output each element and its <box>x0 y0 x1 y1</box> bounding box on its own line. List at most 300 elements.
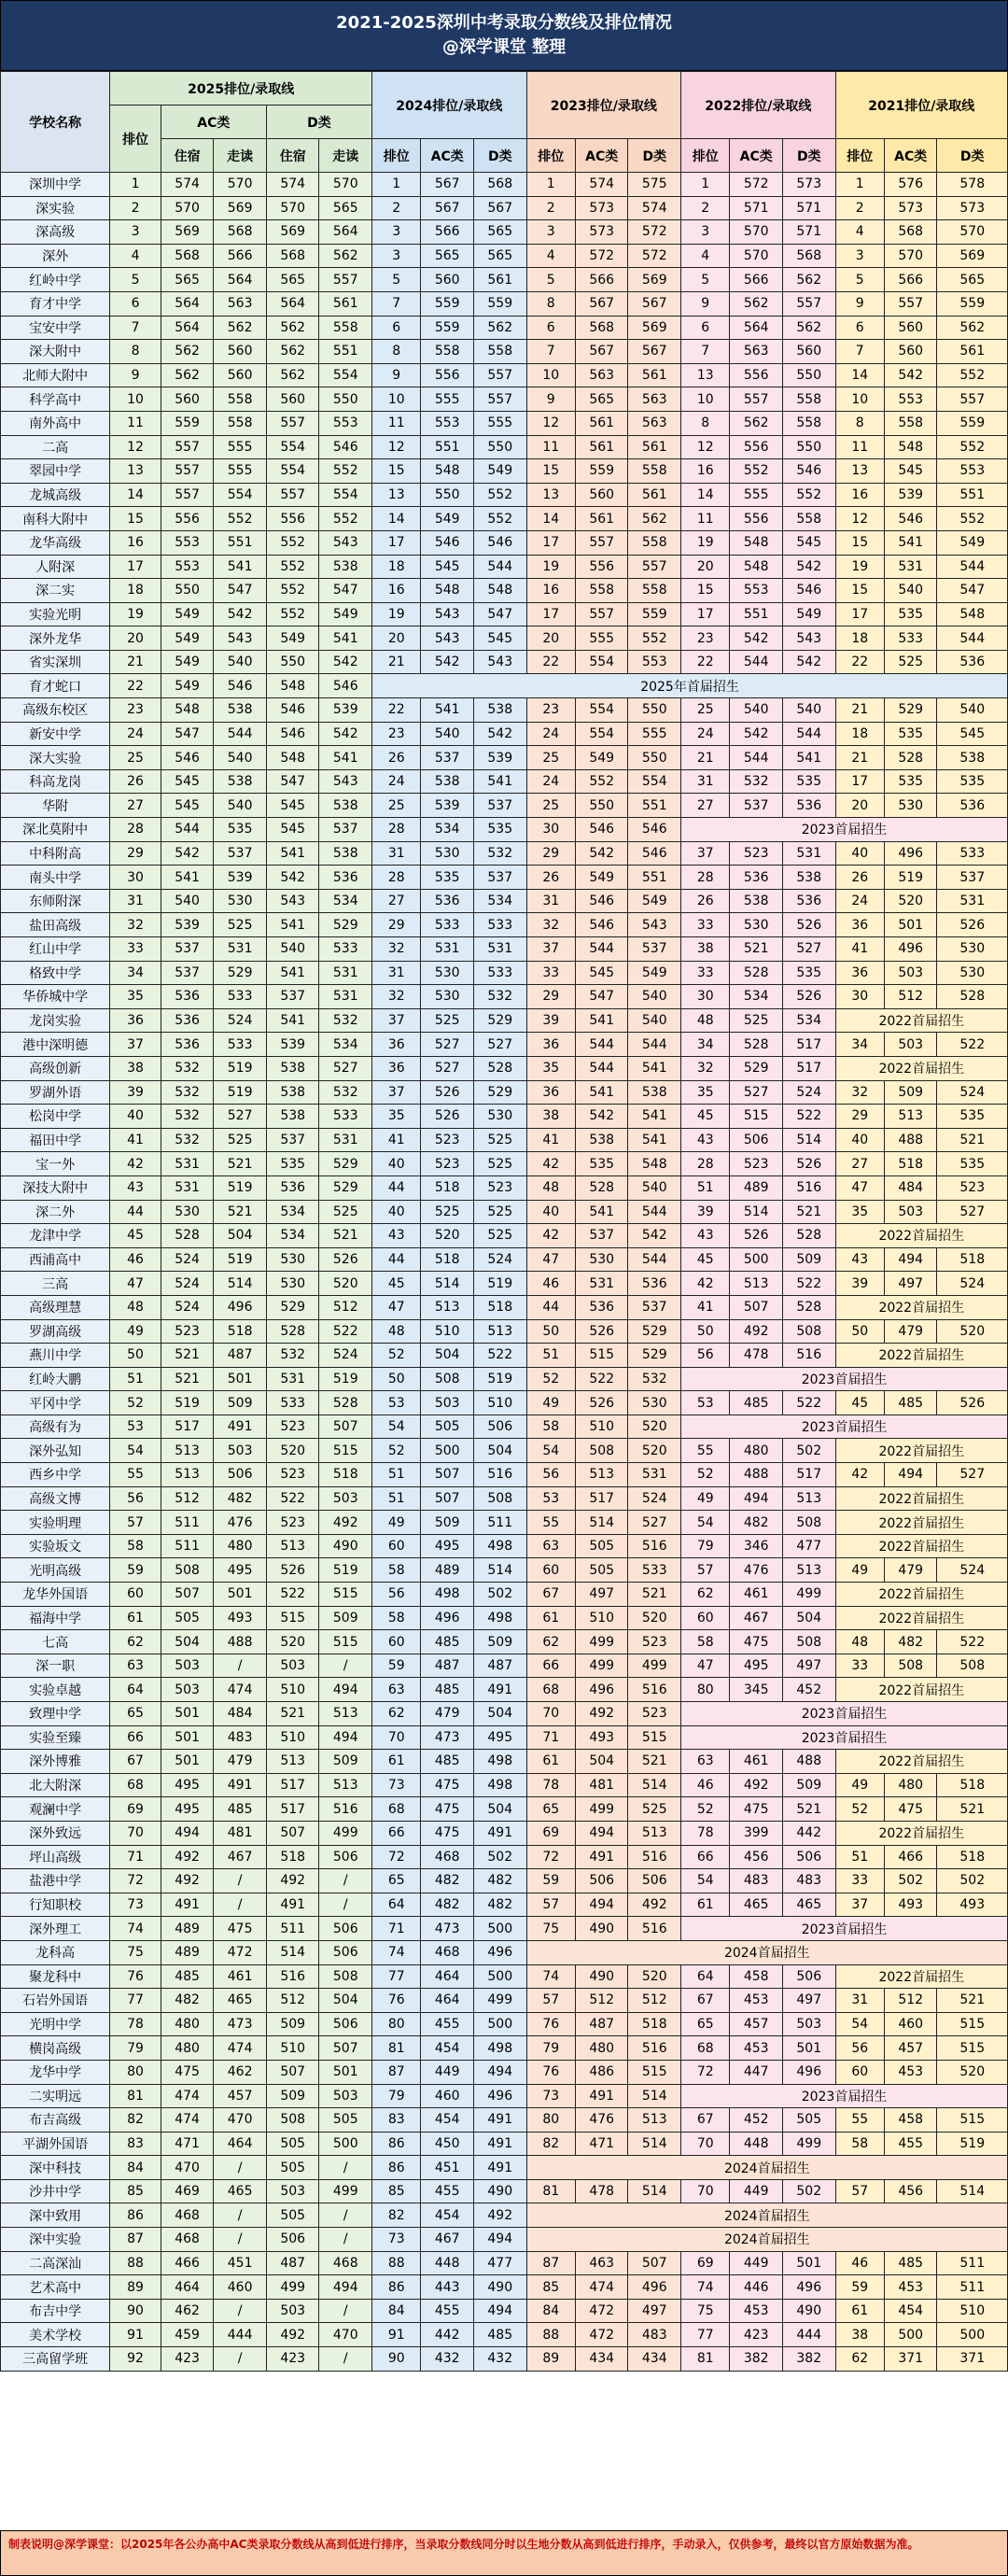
table-cell: 513 <box>628 2108 681 2133</box>
table-cell: 501 <box>782 2036 835 2061</box>
table-cell: 534 <box>421 818 474 842</box>
header-2022-rank: 排位 <box>681 139 730 173</box>
table-cell: 476 <box>575 2108 628 2133</box>
table-row <box>1 2012 1008 2036</box>
table-cell: 468 <box>421 1940 474 1964</box>
table-cell: 523 <box>628 1702 681 1726</box>
table-cell: 568 <box>884 220 937 245</box>
table-cell: 35 <box>681 1080 730 1105</box>
table-cell: 544 <box>937 555 1008 579</box>
table-cell: 530 <box>421 961 474 985</box>
table-cell: 557 <box>473 387 526 412</box>
table-cell: 559 <box>421 316 474 340</box>
table-cell: 557 <box>782 291 835 316</box>
table-cell: 525 <box>473 1152 526 1176</box>
table-cell: 466 <box>161 2251 214 2275</box>
table-cell: 511 <box>266 1917 319 1941</box>
table-row <box>1 1606 1008 1630</box>
table-cell: 563 <box>730 340 783 364</box>
table-cell: 491 <box>473 2108 526 2133</box>
table-cell: 493 <box>884 1893 937 1917</box>
table-cell: 542 <box>214 602 267 626</box>
table-cell: 515 <box>628 1725 681 1750</box>
table-cell: 555 <box>730 483 783 507</box>
table-cell: 542 <box>782 555 835 579</box>
table-cell: 552 <box>628 626 681 651</box>
table-cell: 54 <box>835 2012 884 2036</box>
table-cell: 507 <box>421 1486 474 1511</box>
table-cell: 87 <box>372 2060 421 2084</box>
table-row <box>1 1773 1008 1797</box>
table-cell: 86 <box>110 2203 161 2228</box>
first-enrollment-note: 2022首届招生 <box>835 1821 1007 1845</box>
table-cell: 443 <box>421 2275 474 2300</box>
table-cell: 8 <box>110 340 161 364</box>
table-cell: 474 <box>161 2084 214 2108</box>
table-cell: 71 <box>526 1725 575 1750</box>
table-cell: 482 <box>473 1893 526 1917</box>
table-cell: 509 <box>214 1391 267 1415</box>
table-cell: 559 <box>628 602 681 626</box>
table-cell: 573 <box>937 196 1008 220</box>
table-row <box>1 1534 1008 1558</box>
table-cell: 574 <box>628 196 681 220</box>
school-name: 深外理工 <box>1 1917 110 1941</box>
table-cell: 74 <box>110 1917 161 1941</box>
table-cell: 491 <box>473 2156 526 2180</box>
table-body <box>1 173 1008 2372</box>
table-cell: 43 <box>681 1224 730 1248</box>
table-cell: 506 <box>782 1845 835 1869</box>
table-cell: 550 <box>266 650 319 674</box>
table-cell: 498 <box>473 1606 526 1630</box>
table-cell: 523 <box>730 1152 783 1176</box>
table-cell: 548 <box>421 459 474 484</box>
table-cell: 50 <box>110 1344 161 1368</box>
table-cell: 498 <box>473 1750 526 1774</box>
table-cell: 505 <box>319 2108 372 2133</box>
table-cell: 508 <box>473 1486 526 1511</box>
table-cell: 514 <box>628 2132 681 2156</box>
table-cell: 527 <box>421 1056 474 1080</box>
first-enrollment-note: 2023首届招生 <box>681 1917 1008 1941</box>
table-cell: 549 <box>161 602 214 626</box>
school-name: 龙城高级 <box>1 483 110 507</box>
table-cell: 559 <box>421 291 474 316</box>
first-enrollment-note: 2022首届招生 <box>835 1056 1007 1080</box>
table-cell: 35 <box>110 985 161 1009</box>
school-name: 光明中学 <box>1 2012 110 2036</box>
table-cell: 516 <box>782 1344 835 1368</box>
table-cell: 538 <box>214 698 267 723</box>
table-cell: 552 <box>319 507 372 531</box>
table-cell: 516 <box>628 1678 681 1702</box>
table-row <box>1 316 1008 340</box>
table-cell: 552 <box>473 483 526 507</box>
table-cell: 547 <box>214 579 267 603</box>
table-cell: 68 <box>681 2036 730 2061</box>
table-cell: 574 <box>266 173 319 197</box>
table-cell: 542 <box>473 722 526 746</box>
table-row <box>1 2036 1008 2061</box>
table-cell: 11 <box>110 411 161 435</box>
table-cell: 1 <box>835 173 884 197</box>
table-cell: 504 <box>319 1989 372 2013</box>
school-name: 深一职 <box>1 1654 110 1678</box>
table-cell: 472 <box>575 2323 628 2347</box>
table-cell: 444 <box>214 2323 267 2347</box>
table-cell: 57 <box>835 2179 884 2203</box>
table-cell: 2 <box>681 196 730 220</box>
table-cell: 551 <box>937 483 1008 507</box>
table-cell: 47 <box>526 1247 575 1272</box>
school-name: 深技大附中 <box>1 1175 110 1200</box>
table-cell: 548 <box>266 746 319 770</box>
table-row <box>1 1630 1008 1654</box>
table-cell: 516 <box>628 1845 681 1869</box>
table-cell: 526 <box>266 1558 319 1583</box>
school-name: 布吉高级 <box>1 2108 110 2133</box>
table-cell: 72 <box>681 2060 730 2084</box>
table-cell: 492 <box>161 1845 214 1869</box>
table-cell: 10 <box>372 387 421 412</box>
table-cell: 480 <box>884 1773 937 1797</box>
header-2023-d: D类 <box>628 139 681 173</box>
table-cell: 558 <box>319 316 372 340</box>
footer-note: 制表说明@深学课堂：以2025年各公办高中AC类录取分数线从高到低进行排序，当录取分数线同分时以生地分数从高到低进行排序，手动录入，仅供参考，最终以官方原始数据为准。 <box>0 2530 1008 2576</box>
table-cell: 505 <box>421 1415 474 1439</box>
table-cell: 52 <box>526 1367 575 1391</box>
table-cell: 39 <box>110 1080 161 1105</box>
table-cell: 59 <box>526 1869 575 1893</box>
table-cell: 528 <box>473 1056 526 1080</box>
table-row <box>1 2060 1008 2084</box>
table-cell: 61 <box>526 1750 575 1774</box>
header-2024-rank: 排位 <box>372 139 421 173</box>
table-cell: 519 <box>319 1367 372 1391</box>
table-cell: 535 <box>421 866 474 890</box>
table-cell: 565 <box>266 268 319 292</box>
table-cell: 513 <box>575 1463 628 1487</box>
table-cell: 554 <box>575 722 628 746</box>
table-cell: 538 <box>937 746 1008 770</box>
table-cell: 16 <box>372 579 421 603</box>
table-cell: 525 <box>730 1008 783 1033</box>
table-cell: 558 <box>214 411 267 435</box>
table-cell: 83 <box>110 2132 161 2156</box>
table-cell: 37 <box>372 1080 421 1105</box>
table-cell: 461 <box>730 1583 783 1607</box>
table-cell: 83 <box>372 2108 421 2133</box>
table-cell: 568 <box>782 244 835 268</box>
table-cell: 541 <box>421 698 474 723</box>
table-cell: 544 <box>782 722 835 746</box>
table-cell: 514 <box>628 2084 681 2108</box>
table-cell: 532 <box>161 1128 214 1152</box>
header-2022-ac: AC类 <box>730 139 783 173</box>
table-row <box>1 769 1008 794</box>
table-cell: 540 <box>161 889 214 913</box>
table-cell: 496 <box>575 1678 628 1702</box>
table-cell: 517 <box>782 1056 835 1080</box>
table-cell: 565 <box>473 220 526 245</box>
table-cell: 546 <box>266 722 319 746</box>
table-cell: 553 <box>161 555 214 579</box>
school-name: 深高级 <box>1 220 110 245</box>
table-row <box>1 698 1008 723</box>
table-cell: 60 <box>526 1558 575 1583</box>
table-cell: 75 <box>110 1940 161 1964</box>
table-cell: 4 <box>681 244 730 268</box>
table-cell: 526 <box>730 1224 783 1248</box>
table-cell: 60 <box>372 1630 421 1654</box>
table-cell: 537 <box>266 985 319 1009</box>
table-cell: 15 <box>372 459 421 484</box>
table-cell: 503 <box>214 1439 267 1463</box>
table-cell: 6 <box>372 316 421 340</box>
table-cell: 434 <box>575 2347 628 2372</box>
table-cell: 560 <box>214 340 267 364</box>
table-row <box>1 459 1008 484</box>
table-cell: 371 <box>884 2347 937 2372</box>
table-cell: 535 <box>473 818 526 842</box>
table-cell: 535 <box>937 1105 1008 1129</box>
table-cell: 514 <box>782 1128 835 1152</box>
table-cell: 490 <box>319 1534 372 1558</box>
table-cell: 539 <box>473 746 526 770</box>
table-cell: 488 <box>730 1463 783 1487</box>
table-cell: 513 <box>884 1105 937 1129</box>
table-cell: 532 <box>161 1080 214 1105</box>
school-name: 罗湖外语 <box>1 1080 110 1105</box>
table-row <box>1 2132 1008 2156</box>
table-cell: 483 <box>730 1869 783 1893</box>
table-cell: 547 <box>161 722 214 746</box>
table-cell: 10 <box>835 387 884 412</box>
header-2021-d: D类 <box>937 139 1008 173</box>
table-cell: 532 <box>161 1056 214 1080</box>
table-header <box>1 72 1008 173</box>
table-cell: 511 <box>937 2251 1008 2275</box>
table-cell: 519 <box>473 1367 526 1391</box>
table-cell: 562 <box>266 363 319 387</box>
table-cell: 489 <box>421 1558 474 1583</box>
table-cell: 501 <box>161 1725 214 1750</box>
school-name: 深中致用 <box>1 2203 110 2228</box>
table-cell: 538 <box>730 889 783 913</box>
table-cell: 553 <box>161 530 214 555</box>
table-cell: 12 <box>110 435 161 459</box>
table-cell: 500 <box>421 1439 474 1463</box>
table-cell: 552 <box>937 507 1008 531</box>
table-cell: 502 <box>937 1869 1008 1893</box>
table-cell: 540 <box>214 650 267 674</box>
table-cell: 432 <box>421 2347 474 2372</box>
table-cell: 530 <box>266 1247 319 1272</box>
table-cell: 520 <box>628 1964 681 1989</box>
table-cell: 492 <box>161 1869 214 1893</box>
table-cell: 519 <box>214 1080 267 1105</box>
table-cell: 540 <box>214 794 267 818</box>
school-name: 沙井中学 <box>1 2179 110 2203</box>
table-cell: 36 <box>526 1033 575 1057</box>
table-row <box>1 291 1008 316</box>
table-cell: 472 <box>214 1940 267 1964</box>
table-cell: 54 <box>372 1415 421 1439</box>
table-cell: 487 <box>421 1654 474 1678</box>
table-cell: 490 <box>575 1964 628 1989</box>
table-cell: 453 <box>730 2036 783 2061</box>
table-cell: 530 <box>884 794 937 818</box>
table-cell: 495 <box>214 1558 267 1583</box>
table-cell: 531 <box>937 889 1008 913</box>
table-cell: 483 <box>628 2323 681 2347</box>
school-name: 松岗中学 <box>1 1105 110 1129</box>
table-cell: 67 <box>110 1750 161 1774</box>
table-cell: 51 <box>526 1344 575 1368</box>
table-cell: 79 <box>681 1534 730 1558</box>
table-cell: 475 <box>421 1773 474 1797</box>
table-cell: 573 <box>884 196 937 220</box>
table-cell: 78 <box>526 1773 575 1797</box>
table-cell: 519 <box>884 866 937 890</box>
table-cell: 569 <box>937 244 1008 268</box>
table-cell: 532 <box>730 769 783 794</box>
table-cell: 12 <box>526 411 575 435</box>
table-cell: 542 <box>575 1105 628 1129</box>
table-cell: 531 <box>884 555 937 579</box>
school-name: 福海中学 <box>1 1606 110 1630</box>
table-cell: 31 <box>681 769 730 794</box>
table-cell: 545 <box>575 961 628 985</box>
table-cell: 491 <box>266 1893 319 1917</box>
table-cell: 10 <box>681 387 730 412</box>
school-name: 石岩外国语 <box>1 1989 110 2013</box>
table-cell: 534 <box>319 889 372 913</box>
table-cell: 3 <box>835 244 884 268</box>
table-cell: 557 <box>161 459 214 484</box>
table-cell: 30 <box>526 818 575 842</box>
table-cell: 531 <box>319 985 372 1009</box>
table-cell: 68 <box>526 1678 575 1702</box>
table-cell: 514 <box>937 2179 1008 2203</box>
table-cell: 515 <box>319 1630 372 1654</box>
table-cell: 492 <box>319 1511 372 1535</box>
table-cell: 526 <box>782 985 835 1009</box>
table-cell: 46 <box>526 1272 575 1296</box>
table-cell: 28 <box>372 818 421 842</box>
table-row <box>1 866 1008 890</box>
table-cell: 553 <box>730 579 783 603</box>
table-cell: 36 <box>835 913 884 937</box>
table-cell: 501 <box>782 2251 835 2275</box>
table-cell: 61 <box>835 2299 884 2323</box>
table-row <box>1 387 1008 412</box>
table-cell: 1 <box>681 173 730 197</box>
table-cell: 546 <box>214 674 267 698</box>
table-cell: 510 <box>473 1391 526 1415</box>
table-cell: 496 <box>628 2275 681 2300</box>
table-cell: 529 <box>628 1344 681 1368</box>
table-cell: 25 <box>110 746 161 770</box>
table-row <box>1 889 1008 913</box>
table-cell: 496 <box>421 1606 474 1630</box>
table-cell: 36 <box>526 1080 575 1105</box>
table-cell: 537 <box>730 794 783 818</box>
table-cell: 480 <box>161 2012 214 2036</box>
table-cell: 521 <box>937 1797 1008 1822</box>
table-cell: 89 <box>526 2347 575 2372</box>
table-cell: 459 <box>161 2323 214 2347</box>
table-cell: 524 <box>937 1558 1008 1583</box>
table-cell: 37 <box>835 1893 884 1917</box>
table-cell: 9 <box>681 291 730 316</box>
table-cell: 40 <box>835 841 884 866</box>
table-cell: 522 <box>473 1344 526 1368</box>
table-cell: 59 <box>835 2275 884 2300</box>
table-cell: 536 <box>266 1175 319 1200</box>
table-cell: 33 <box>835 1654 884 1678</box>
table-cell: 463 <box>575 2251 628 2275</box>
school-name: 华附 <box>1 794 110 818</box>
table-cell: 548 <box>937 602 1008 626</box>
table-cell: 557 <box>575 602 628 626</box>
table-cell: 35 <box>526 1056 575 1080</box>
table-cell: 572 <box>628 244 681 268</box>
table-cell: 14 <box>372 507 421 531</box>
table-row <box>1 1344 1008 1368</box>
table-cell: 24 <box>526 722 575 746</box>
table-cell: 541 <box>319 746 372 770</box>
table-cell: 572 <box>575 244 628 268</box>
table-row <box>1 818 1008 842</box>
header-2025-rank: 排位 <box>110 106 161 173</box>
table-cell: 442 <box>782 1821 835 1845</box>
table-cell: 33 <box>681 961 730 985</box>
table-cell: 508 <box>266 2108 319 2133</box>
table-cell: 543 <box>782 626 835 651</box>
table-cell: 23 <box>372 722 421 746</box>
table-cell: 546 <box>421 530 474 555</box>
table-cell: 51 <box>681 1175 730 1200</box>
table-cell: 512 <box>884 985 937 1009</box>
table-cell: 73 <box>526 2084 575 2108</box>
table-cell: 499 <box>575 1654 628 1678</box>
table-cell: 508 <box>782 1630 835 1654</box>
table-cell: 560 <box>884 340 937 364</box>
table-cell: 547 <box>473 602 526 626</box>
table-cell: 41 <box>110 1128 161 1152</box>
table-cell: 81 <box>372 2036 421 2061</box>
table-cell: 50 <box>372 1367 421 1391</box>
table-cell: 25 <box>681 698 730 723</box>
table-cell: 521 <box>730 937 783 962</box>
table-row <box>1 220 1008 245</box>
table-cell: 85 <box>526 2275 575 2300</box>
table-cell: 2 <box>526 196 575 220</box>
table-cell: 509 <box>319 1750 372 1774</box>
table-cell: 449 <box>730 2251 783 2275</box>
table-cell: 49 <box>835 1558 884 1583</box>
table-row <box>1 1702 1008 1726</box>
table-row <box>1 2156 1008 2180</box>
table-cell: 557 <box>319 268 372 292</box>
school-name: 科学高中 <box>1 387 110 412</box>
table-cell: / <box>319 2228 372 2252</box>
table-cell: 57 <box>681 1558 730 1583</box>
table-cell: 517 <box>266 1773 319 1797</box>
table-cell: 503 <box>782 2012 835 2036</box>
